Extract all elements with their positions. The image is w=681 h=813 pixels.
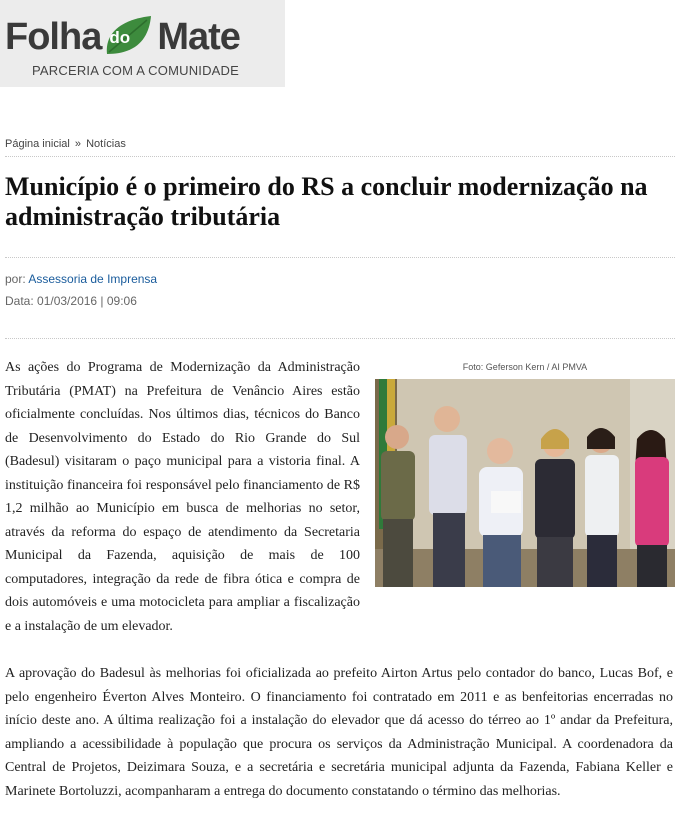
article-paragraph-1: As ações do Programa de Modernização da Administração Tributária (PMAT) na Prefeitura de Venâncio Aires estão oficialmente concluídas. Nos últimos dias, técnicos do Banco de Desenvolvimento do Estado do Rio Grande do Sul (Badesul) visitaram o paço municipal para a vistoria final. A instituição financeira foi responsável pelo financiamento de R$ 1,2 milhão ao Município em busca de melhorias no setor, através da reforma do espaço de atendimento da Secretaria Municipal da Fazenda, aquisição de mais de 100 computadores, integração da rede de fibra ótica e compra de dois automóveis e uma motocicleta para ampliar a fiscalização e a instalação de um elevador. [5,360,360,634]
leaf-icon [103,14,155,58]
divider [5,338,675,339]
divider [5,156,675,157]
breadcrumb [5,138,126,150]
breadcrumb-home-link[interactable]: Página inicial [5,138,70,150]
article-paragraph-2: A aprovação do Badesul às melhorias foi oficializada ao prefeito Airton Artus pelo contador do banco, Lucas Bof, e pelo engenheiro Éverton Alves Monteiro. O financiamento foi contratado em 2011 e as benfeitorias encerradas no início deste ano. A última realização foi a instalação do elevador que dá acesso do térreo ao 1º andar da Prefeitura, ampliando a acessibilidade à população que procura os serviços da Administração Municipal. A coordenadora da Central de Projetos, Deizimara Souza, e a secretária e secretária municipal adjunta da Fazenda, Fabiana Keller e Marinete Bortoluzzi, acompanharam a entrega do documento constatando o término das melhorias. [5,666,673,799]
site-logo[interactable] [5,14,240,60]
article-date [5,294,137,308]
divider [5,257,675,258]
logo-word-folha: Folha [5,16,102,58]
logo-word-do: do [109,28,131,47]
date-label: Data: [5,294,34,308]
article-author [5,272,157,286]
photo-caption: Foto: Geferson Kern / AI PMVA [462,362,588,372]
article-photo[interactable] [375,379,675,587]
author-link[interactable]: Assessoria de Imprensa [28,272,158,286]
breadcrumb-news-link[interactable]: Notícias [86,138,126,150]
date-value: 01/03/2016 | 09:06 [37,294,137,308]
author-prefix: por: [5,272,26,286]
article-title: Município é o primeiro do RS a concluir modernização na administração tributária [5,172,648,231]
logo-word-mate: Mate [157,16,240,58]
site-header [0,0,285,87]
logo-tagline: PARCERIA COM A COMUNIDADE [32,63,240,78]
breadcrumb-separator: » [74,138,82,150]
